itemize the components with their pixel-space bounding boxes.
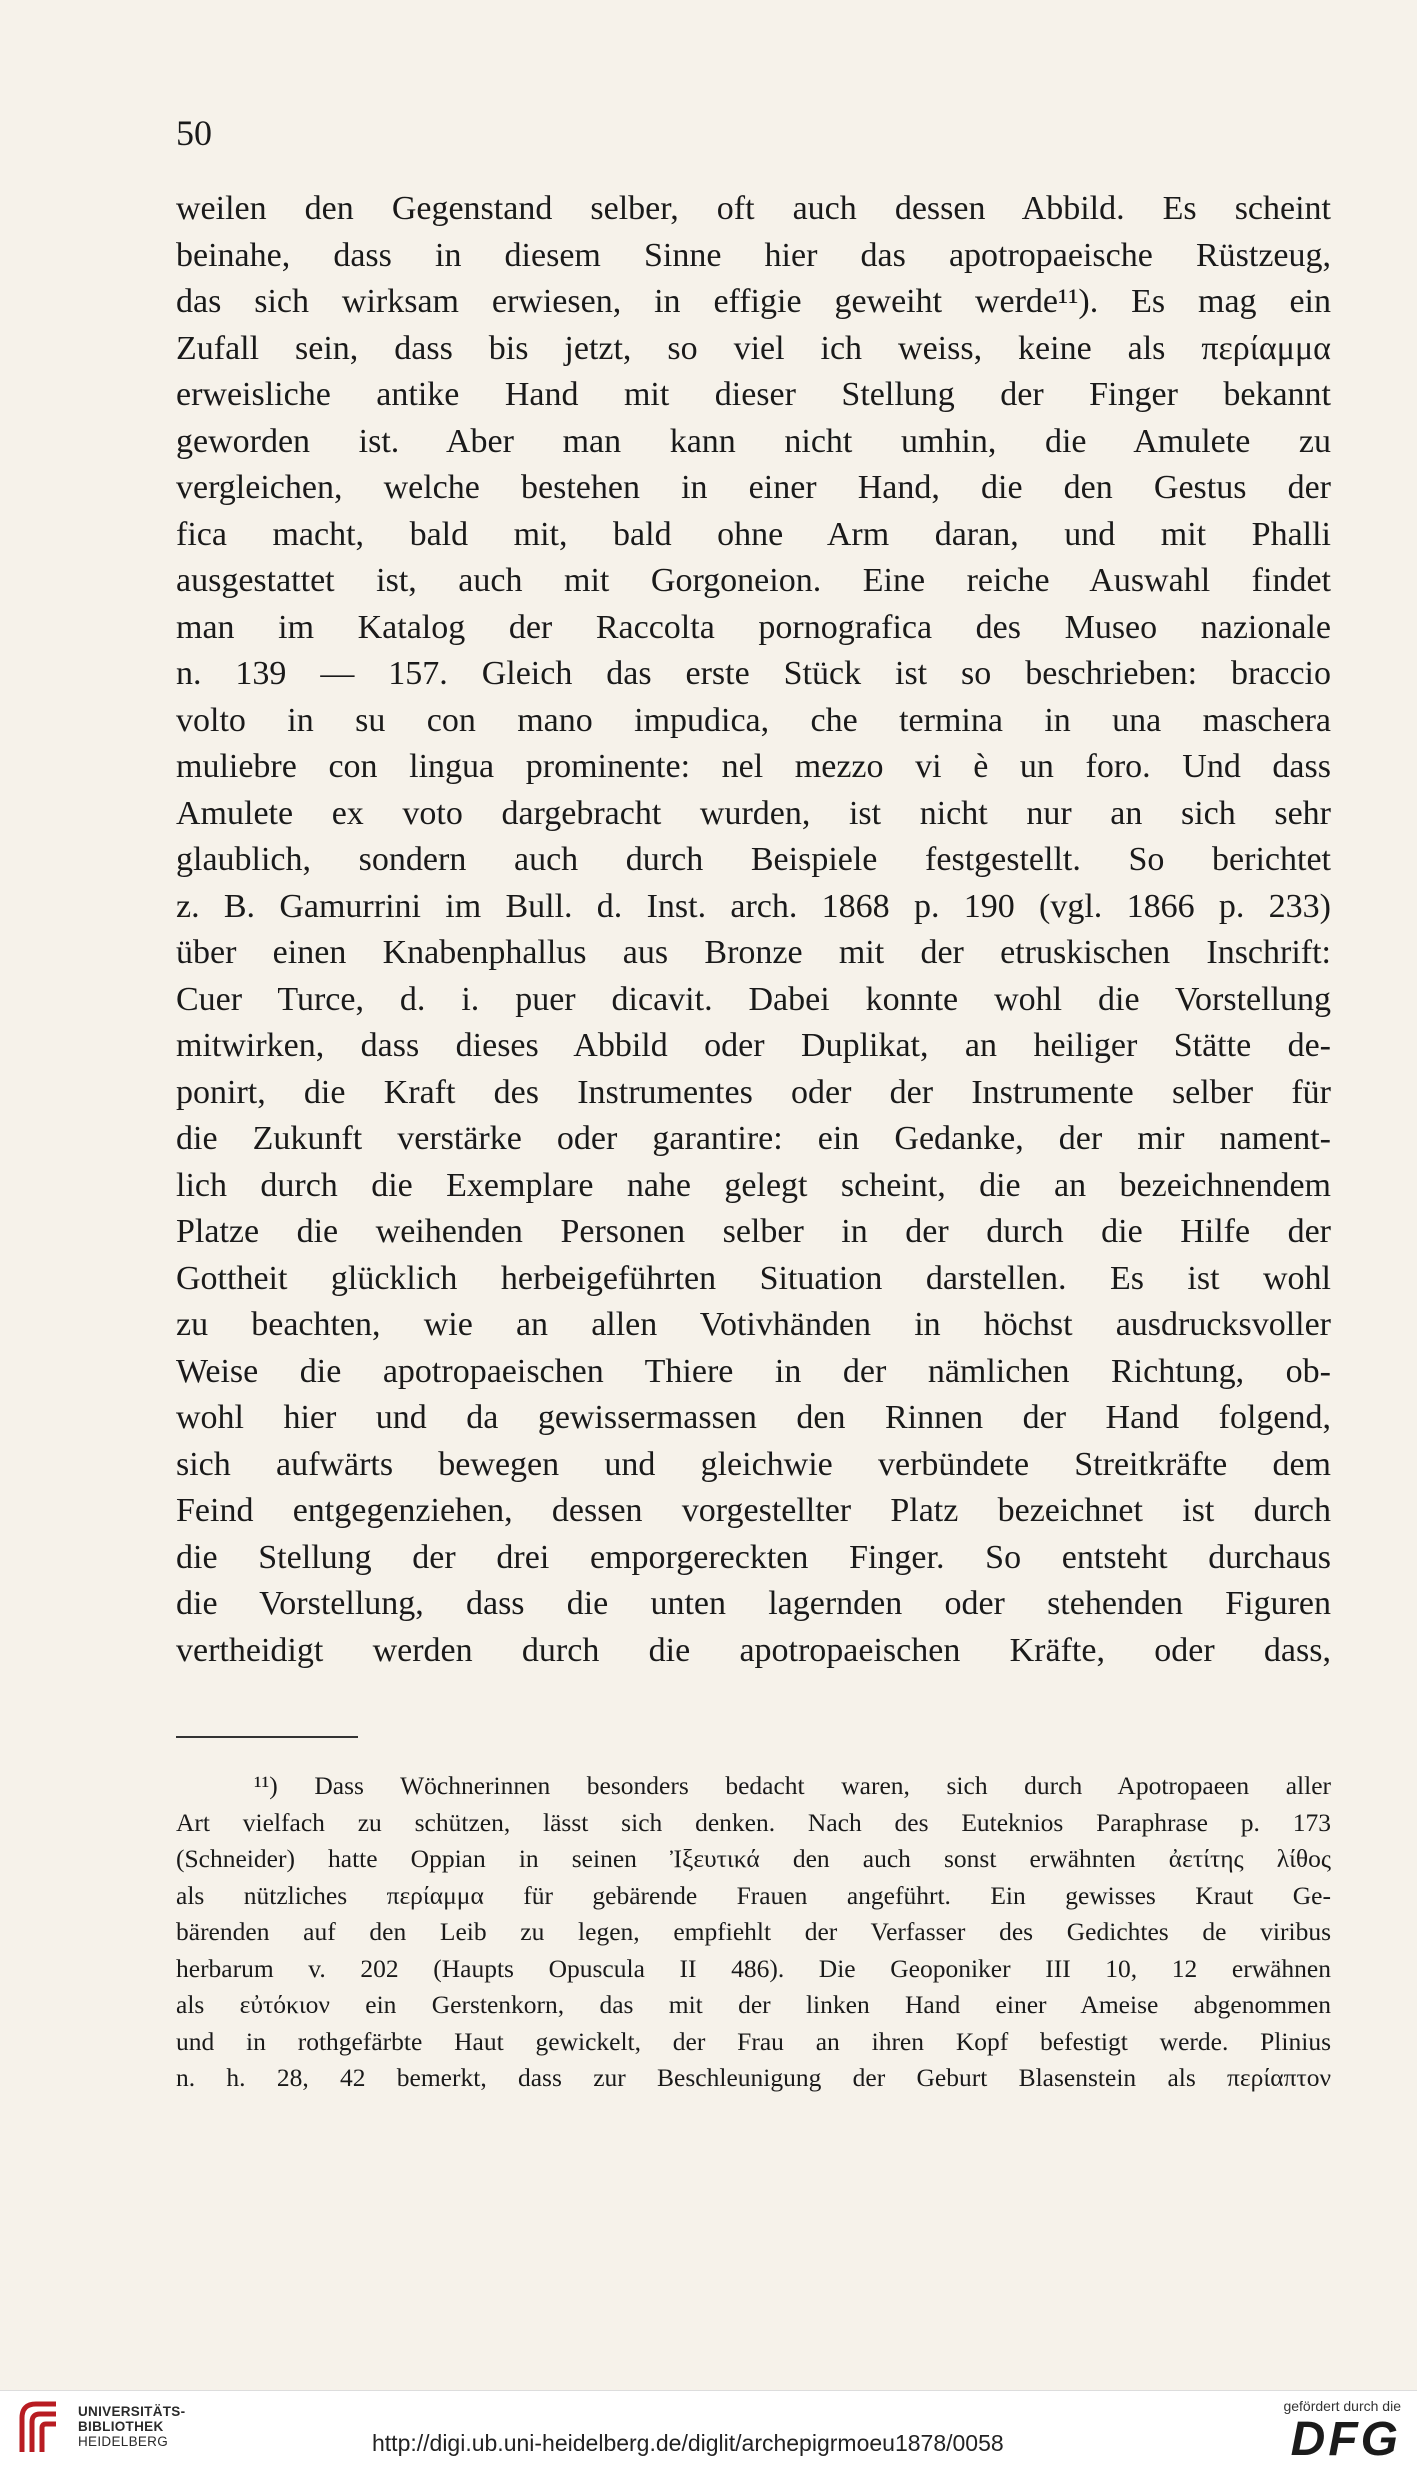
page-number: 50	[176, 113, 212, 153]
text-line: Platze die weihenden Personen selber in der durch die Hilfe der	[176, 1213, 1331, 1250]
footnote-line: Art vielfach zu schützen, lässt sich denken. Nach des Euteknios Paraphrase p. 173	[176, 1807, 1331, 1837]
text-line: z. B. Gamurrini im Bull. d. Inst. arch. 1868 p. 190 (vgl. 1866 p. 233)	[176, 887, 1331, 925]
footnote-line: ¹¹) Dass Wöchnerinnen besonders bedacht waren, sich durch Apotropaeen aller	[254, 1771, 1331, 1800]
text-line: vergleichen, welche bestehen in einer Hand, die den Gestus der	[176, 469, 1331, 506]
text-line: Cuer Turce, d. i. puer dicavit. Dabei konnte wohl die Vorstellung	[176, 980, 1331, 1018]
text-line: das sich wirksam erwiesen, in effigie geweiht werde¹¹). Es mag ein	[176, 283, 1331, 320]
footnote-line: n. h. 28, 42 bemerkt, dass zur Beschleunigung der Geburt Blasenstein als περίαπτον	[176, 2063, 1331, 2092]
library-logo-icon	[16, 2398, 62, 2458]
text-line: die Vorstellung, dass die unten lagernden oder stehenden Figuren	[176, 1585, 1331, 1622]
text-line: n. 139 — 157. Gleich das erste Stück ist so beschrieben: braccio	[176, 655, 1331, 692]
text-line: fica macht, bald mit, bald ohne Arm daran, und mit Phalli	[176, 515, 1331, 553]
dfg-logo-icon: DFG	[1290, 2413, 1401, 2466]
text-line: sich aufwärts bewegen und gleichwie verbündete Streitkräfte dem	[176, 1445, 1331, 1483]
text-line: glaublich, sondern auch durch Beispiele festgestellt. So berichtet	[176, 841, 1331, 878]
text-line: weilen den Gegenstand selber, oft auch dessen Abbild. Es scheint	[176, 190, 1331, 227]
text-line: die Zukunft verstärke oder garantire: ein Gedanke, der mir nament-	[176, 1120, 1331, 1157]
text-line: man im Katalog der Raccolta pornografica des Museo nazionale	[176, 608, 1331, 646]
text-line: ausgestattet ist, auch mit Gorgoneion. Eine reiche Auswahl findet	[176, 562, 1331, 599]
text-line: volto in su con mano impudica, che termina in una maschera	[176, 701, 1331, 739]
footnote-line: herbarum v. 202 (Haupts Opuscula II 486). Die Geoponiker III 10, 12 erwähnen	[176, 1953, 1331, 1983]
text-line: beinahe, dass in diesem Sinne hier das apotropaeische Rüstzeug,	[176, 236, 1331, 274]
text-line: zu beachten, wie an allen Votivhänden in höchst ausdrucksvoller	[176, 1306, 1331, 1343]
text-line: Feind entgegenziehen, dessen vorgestellter Platz bezeichnet ist durch	[176, 1492, 1331, 1529]
text-line: mitwirken, dass dieses Abbild oder Duplikat, an heiliger Stätte de-	[176, 1027, 1331, 1064]
library-name-line3: HEIDELBERG	[78, 2434, 169, 2449]
funding-text: gefördert durch die	[1283, 2398, 1401, 2414]
text-line: Zufall sein, dass bis jetzt, so viel ich weiss, keine als περίαμμα	[176, 329, 1331, 367]
text-line: ponirt, die Kraft des Instrumentes oder der Instrumente selber für	[176, 1073, 1331, 1111]
footnote-line: (Schneider) hatte Oppian in seinen Ἰξευτικά den auch sonst erwähnten ἀετίτης λίθος	[176, 1844, 1331, 1873]
text-line: geworden ist. Aber man kann nicht umhin, die Amulete zu	[176, 422, 1331, 460]
text-line: über einen Knabenphallus aus Bronze mit der etruskischen Inschrift:	[176, 934, 1331, 971]
text-line: Weise die apotropaeischen Thiere in der nämlichen Richtung, ob-	[176, 1352, 1331, 1390]
text-line: Gottheit glücklich herbeigeführten Situation darstellen. Es ist wohl	[176, 1259, 1331, 1297]
funding-credit	[1283, 2398, 1401, 2466]
body-text	[176, 186, 1331, 1674]
text-line: Amulete ex voto dargebracht wurden, ist nicht nur an sich sehr	[176, 794, 1331, 832]
footnote-line: als nützliches περίαμμα für gebärende Frauen angeführt. Ein gewisses Kraut Ge-	[176, 1880, 1331, 1910]
footnote-line: als εὐτόκιον ein Gerstenkorn, das mit der linken Hand einer Ameise abgenommen	[176, 1990, 1331, 2019]
text-line: muliebre con lingua prominente: nel mezzo vi è un foro. Und dass	[176, 748, 1331, 785]
text-line: die Stellung der drei emporgereckten Finger. So entsteht durchaus	[176, 1538, 1331, 1576]
text-line: erweisliche antike Hand mit dieser Stellung der Finger bekannt	[176, 376, 1331, 413]
footnote-separator	[176, 1736, 358, 1738]
library-name-line2: BIBLIOTHEK	[78, 2419, 164, 2434]
text-line: vertheidigt werden durch die apotropaeischen Kräfte, oder dass,	[176, 1631, 1331, 1669]
footnote-line: bärenden auf den Leib zu legen, empfiehlt der Verfasser des Gedichtes de viribus	[176, 1917, 1331, 1946]
text-line: wohl hier und da gewissermassen den Rinnen der Hand folgend,	[176, 1399, 1331, 1436]
footnotes	[176, 1768, 1331, 2097]
library-name	[78, 2404, 185, 2449]
text-line: lich durch die Exemplare nahe gelegt scheint, die an bezeichnendem	[176, 1166, 1331, 1204]
library-name-line1: UNIVERSITÄTS-	[78, 2404, 186, 2419]
footnote-line: und in rothgefärbte Haut gewickelt, der Frau an ihren Kopf befestigt werde. Plinius	[176, 2026, 1331, 2056]
permalink-url[interactable]: http://digi.ub.uni-heidelberg.de/diglit/archepigrmoeu1878/0058	[372, 2430, 1004, 2456]
